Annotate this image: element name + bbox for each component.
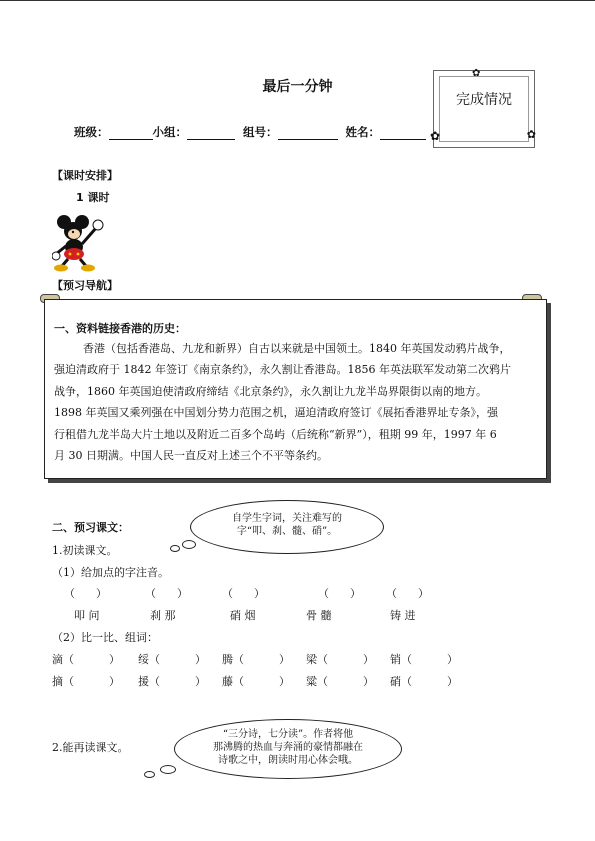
class-label: 班级： [74, 125, 109, 139]
history-line: 行租借九龙半岛大片土地以及附近二百多个岛屿（后统称“新界”），租期 99 年，1997 年 6 [54, 428, 497, 441]
group-no-field[interactable] [278, 127, 338, 140]
reading-tip-line: 诗歌之中，朗读时用心体会哦。 [218, 755, 358, 766]
bubble-dot-icon [182, 540, 196, 549]
step1-label: 1.初读课文。 [52, 544, 118, 557]
compare-item[interactable]: 滴（ ） [52, 653, 120, 666]
name-label: 姓名： [345, 125, 381, 139]
class-field[interactable] [109, 127, 153, 140]
preview-heading: 二、预习课文： [52, 521, 129, 534]
pinyin-blank[interactable]: （ ） [145, 587, 188, 600]
history-heading: 一、资料链接香港的历史： [54, 322, 186, 335]
vocab-word: 硝 烟 [230, 609, 256, 622]
question2-label: （2）比一比、组词： [52, 631, 158, 644]
group-label: 小组： [152, 125, 187, 139]
completion-box [430, 68, 536, 148]
compare-item[interactable]: 摘（ ） [52, 675, 120, 688]
flower-ornament-icon: ✿ [430, 129, 441, 143]
history-line: 月 30 日期满。中国人民一直反对上述三个不平等条约。 [54, 449, 328, 462]
flower-ornament-icon: ✿ [526, 128, 536, 141]
mickey-mascot-icon [52, 214, 108, 272]
completion-label: 完成情况 [456, 92, 512, 108]
step2-label: 2.能再读课文。 [52, 741, 129, 754]
history-line: 香港（包括香港岛、九龙和新界）自古以来就是中国领土。1840 年英国发动鸦片战争， [83, 342, 511, 355]
hint-bubble-line: 字“叩、刹、髓、硝”。 [236, 526, 338, 537]
schedule-value: 1 课时 [76, 191, 110, 204]
reading-tip-line: 那沸腾的热血与奔涌的豪情都融在 [213, 742, 363, 753]
compare-item[interactable]: 藤（ ） [222, 675, 290, 688]
pinyin-blank[interactable]: （ ） [318, 587, 361, 600]
compare-item[interactable]: 硝（ ） [390, 675, 458, 688]
bubble-dot-icon [160, 765, 176, 774]
vocab-word: 叩 问 [74, 609, 100, 622]
reading-tip-line: “三分诗，七分读”。作者将他 [222, 729, 354, 740]
compare-item[interactable]: 粱（ ） [306, 675, 374, 688]
history-line: 战争，1860 年英国迫使清政府缔结《北京条约》，永久割让九龙半岛界限街以南的地方。 [54, 385, 487, 398]
flower-ornament-icon: ✿ [472, 68, 481, 79]
vocab-word: 刹 那 [150, 609, 176, 622]
bubble-dot-icon [144, 771, 155, 778]
pinyin-blank[interactable]: （ ） [64, 587, 107, 600]
hint-bubble-line: 自学生字词，关注难写的 [232, 513, 342, 524]
compare-item[interactable]: 腾（ ） [222, 653, 290, 666]
pinyin-blank[interactable]: （ ） [222, 587, 265, 600]
compare-item[interactable]: 援（ ） [138, 675, 206, 688]
vocab-word: 骨 髓 [306, 609, 332, 622]
schedule-heading: 【课时安排】 [52, 169, 118, 182]
pinyin-blank[interactable]: （ ） [386, 587, 429, 600]
vocab-word: 铸 进 [390, 609, 416, 622]
history-line: 强迫清政府于 1842 年签订《南京条约》，永久割让香港岛。1856 年英法联军发动第二次鸦片 [54, 363, 511, 376]
group-field[interactable] [187, 127, 235, 140]
page-title: 最后一分钟 [262, 79, 333, 95]
question1-label: （1）给加点的字注音。 [52, 566, 169, 579]
history-box [44, 299, 547, 479]
compare-item[interactable]: 销（ ） [390, 653, 458, 666]
top-rule [0, 0, 595, 1]
student-info-row [74, 124, 426, 140]
group-no-label: 组号： [243, 125, 278, 139]
compare-item[interactable]: 绥（ ） [138, 653, 206, 666]
hint-bubble [190, 500, 384, 554]
name-field[interactable] [380, 127, 426, 140]
history-line: 1898 年英国又乘列强在中国划分势力范围之机，逼迫清政府签订《展拓香港界址专条》，强 [54, 406, 498, 419]
compare-item[interactable]: 梁（ ） [306, 653, 374, 666]
guide-heading: 【预习导航】 [52, 279, 118, 292]
reading-tip-bubble [174, 719, 402, 779]
bubble-dot-icon [170, 545, 180, 552]
